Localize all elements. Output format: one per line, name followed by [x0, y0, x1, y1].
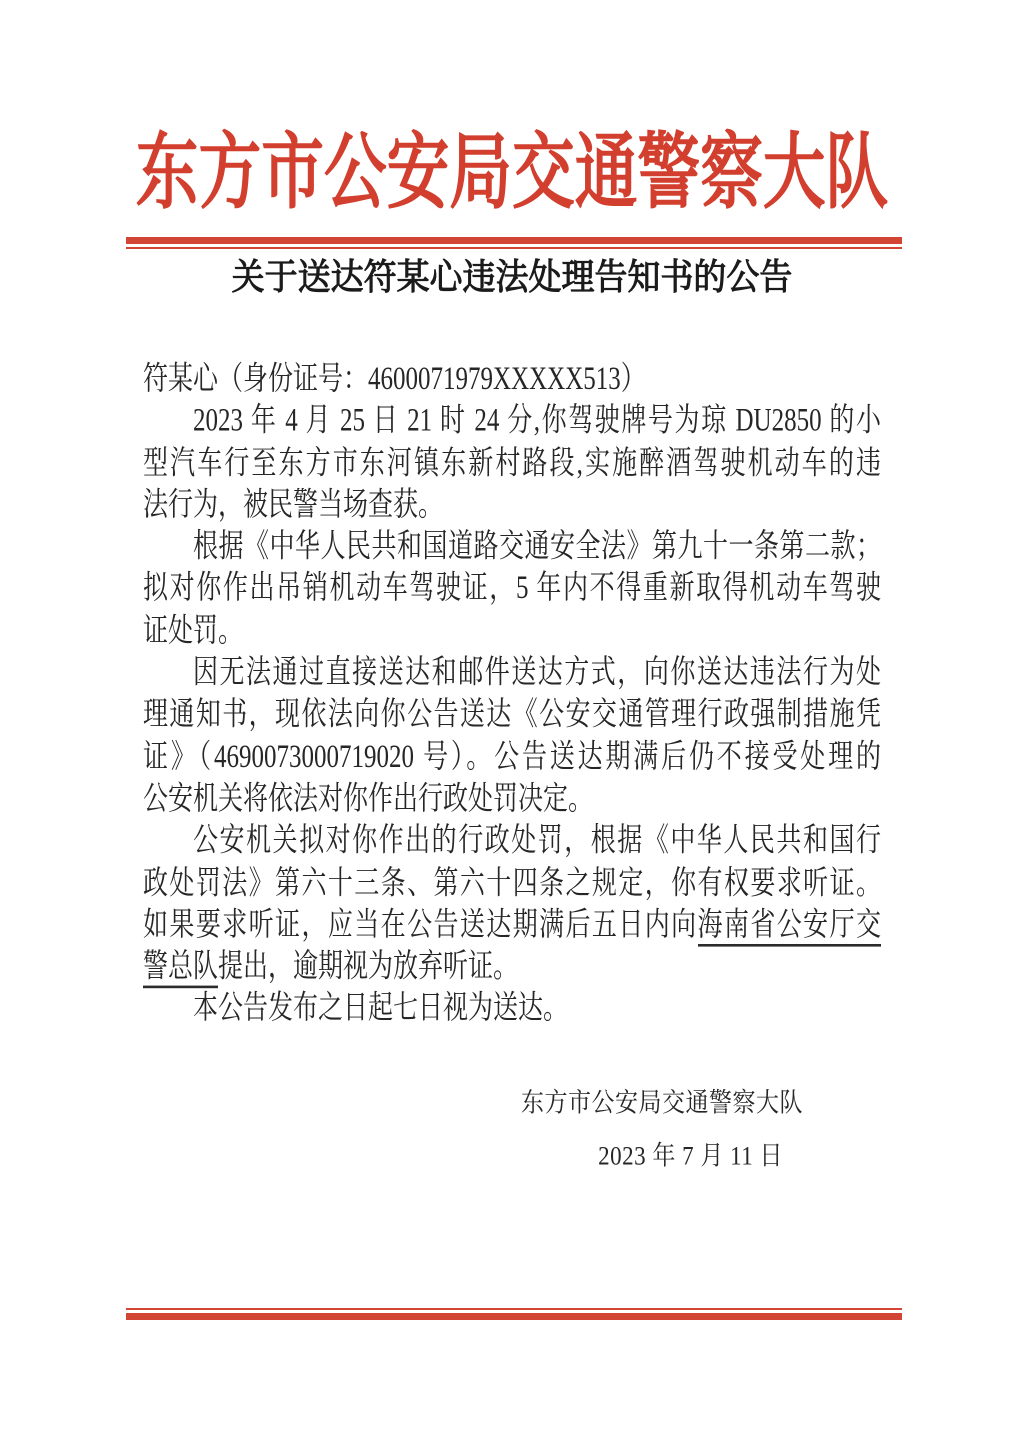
body-line: 公安机关拟对你作出的行政处罚，根据《中华人民共和国行	[193, 823, 881, 859]
underlined-agency-name: 海南省公安厅交	[698, 907, 881, 946]
body-line: 型汽车行至东方市东河镇东新村路段,实施醉酒驾驶机动车的违	[143, 445, 881, 481]
body-line: 证》（4690073000719020 号）。公告送达期满后仍不接受处理的	[143, 739, 881, 775]
letterhead-title: 东方市公安局交通警察大队	[135, 127, 889, 220]
notice-title: 关于送达符某心违法处理告知书的公告	[231, 258, 793, 298]
header-double-rule	[126, 237, 902, 249]
body-text-segment: 如果要求听证，应当在公告送达期满后五日内向	[143, 907, 698, 943]
issuing-authority: 东方市公安局交通警察大队	[521, 1088, 803, 1118]
body-line: 符某心（身份证号：4600071979XXXXX513）	[143, 361, 646, 397]
body-line: 拟对你作出吊销机动车驾驶证，5 年内不得重新取得机动车驾驶	[143, 571, 881, 607]
body-line	[143, 905, 881, 947]
body-line: 法行为，被民警当场查获。	[143, 487, 444, 523]
body-line: 因无法通过直接送达和邮件送达方式，向你送达违法行为处	[193, 655, 881, 691]
underlined-agency-name: 警总队	[143, 949, 218, 988]
notice-body	[143, 359, 881, 1031]
issue-date: 2023 年 7 月 11 日	[598, 1141, 783, 1171]
body-line: 证处罚。	[143, 613, 244, 649]
body-line: 政处罚法》第六十三条、第六十四条之规定，你有权要求听证。	[143, 865, 881, 901]
footer-double-rule	[126, 1308, 902, 1320]
body-line: 2023 年 4 月 25 日 21 时 24 分,你驾驶牌号为琼 DU2850 的小	[193, 403, 881, 439]
body-line: 根据《中华人民共和国道路交通安全法》第九十一条第二款；	[193, 529, 881, 565]
body-line: 本公告发布之日起七日视为送达。	[193, 991, 569, 1027]
body-line: 公安机关将依法对你作出行政处罚决定。	[143, 781, 594, 817]
body-text-segment: 提出，逾期视为放弃听证。	[218, 949, 519, 985]
body-line	[143, 947, 881, 989]
body-line: 理通知书，现依法向你公告送达《公安交通管理行政强制措施凭	[143, 697, 881, 733]
